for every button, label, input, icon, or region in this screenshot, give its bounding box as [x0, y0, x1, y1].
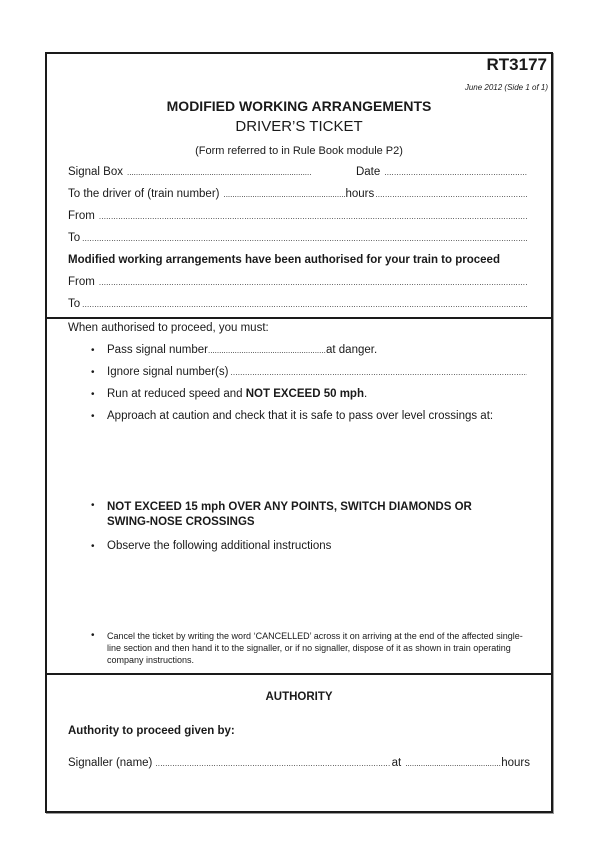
to-row-2 [68, 298, 528, 310]
form-code: RT3177 [486, 55, 547, 74]
from-row-2 [68, 276, 528, 288]
hours-field[interactable] [375, 188, 527, 200]
points-limit-item [91, 500, 528, 530]
to-row [68, 232, 528, 244]
ignore-signal-label: Ignore signal number(s) [107, 366, 229, 378]
pass-signal-suffix: at danger. [326, 344, 378, 356]
from-label: From [68, 210, 95, 222]
pass-signal-prefix: Pass signal number [107, 344, 208, 356]
form-edition: June 2012 (Side 1 of 1) [464, 83, 548, 92]
level-crossing-field-2[interactable] [107, 457, 528, 469]
pass-signal-number-field[interactable] [208, 344, 326, 356]
hours-label: hours [345, 188, 375, 200]
bullet-icon: • [91, 411, 95, 422]
signaller-label: Signaller (name) [68, 757, 153, 769]
reduced-speed-prefix: Run at reduced speed and [107, 388, 246, 400]
from-row [68, 210, 528, 222]
signaller-row [68, 757, 530, 769]
signal-box-date-row [68, 166, 528, 178]
level-crossings-label: Approach at caution and check that it is safe to pass over level crossings at: [107, 410, 494, 422]
to-field[interactable] [82, 232, 527, 244]
drivers-ticket-form [45, 52, 553, 813]
bullet-icon: • [91, 630, 95, 641]
additional-instructions-label: Observe the following additional instructions [107, 540, 332, 552]
signal-box-field[interactable] [127, 166, 312, 178]
level-crossing-field-3[interactable] [107, 479, 528, 491]
reduced-speed-item [91, 388, 528, 400]
form-reference: (Form referred to in Rule Book module P2) [195, 145, 403, 157]
authority-heading: AUTHORITY [265, 691, 333, 703]
ignore-signal-field[interactable] [230, 366, 527, 378]
additional-field-3[interactable] [107, 609, 528, 621]
section-divider-2 [47, 673, 551, 675]
points-limit-text: NOT EXCEED 15 mph OVER ANY POINTS, SWITCH DIAMONDS OR SWING-NOSE CROSSINGS [107, 501, 472, 528]
signaller-time-field[interactable] [405, 757, 501, 769]
from-field[interactable] [99, 210, 527, 222]
instructions-intro-row [68, 322, 528, 334]
pass-signal-item [91, 344, 528, 356]
to-label: To [68, 232, 81, 244]
level-crossing-field-1[interactable] [107, 435, 528, 447]
to-label-2: To [68, 298, 81, 310]
bullet-icon: • [91, 345, 95, 356]
signal-box-label: Signal Box [68, 166, 123, 178]
bullet-icon: • [91, 541, 95, 552]
form-subtitle: DRIVER’S TICKET [235, 118, 363, 135]
bullet-icon: • [91, 367, 95, 378]
cancel-ticket-text: Cancel the ticket by writing the word ‘CANCELLED’ across it on arriving at the end of the affected single-line section and then hand it to the signaller, or if no signaller, dispose of it as shown in train operating company instructions. [107, 631, 523, 665]
additional-field-2[interactable] [107, 587, 528, 599]
date-field[interactable] [384, 166, 527, 178]
reduced-speed-suffix: . [363, 388, 368, 400]
authority-given-by-row [68, 725, 528, 737]
from-field-2[interactable] [99, 276, 527, 288]
cancel-ticket-item [91, 630, 528, 666]
bullet-icon: • [91, 389, 95, 400]
ignore-signal-item [91, 366, 528, 378]
authority-given-by: Authority to proceed given by: [68, 725, 235, 737]
authorised-statement-row [68, 254, 528, 266]
driver-label: To the driver of (train number) [68, 188, 220, 200]
bullet-icon: • [91, 500, 95, 511]
signaller-hours-label: hours [501, 757, 530, 769]
at-label: at [391, 757, 402, 769]
additional-instructions-item [91, 540, 528, 552]
train-number-field[interactable] [223, 188, 345, 200]
instructions-intro: When authorised to proceed, you must: [68, 322, 269, 334]
from-label-2: From [68, 276, 95, 288]
to-field-2[interactable] [82, 298, 527, 310]
form-title: MODIFIED WORKING ARRANGEMENTS [166, 98, 432, 114]
signaller-name-field[interactable] [155, 757, 390, 769]
authorised-statement: Modified working arrangements have been authorised for your train to proceed [68, 254, 500, 266]
reduced-speed-limit: NOT EXCEED 50 mph [245, 388, 364, 400]
level-crossings-item [91, 410, 528, 422]
section-divider-1 [47, 317, 551, 319]
date-label: Date [355, 166, 381, 178]
additional-field-1[interactable] [107, 565, 528, 577]
driver-row [68, 188, 528, 200]
